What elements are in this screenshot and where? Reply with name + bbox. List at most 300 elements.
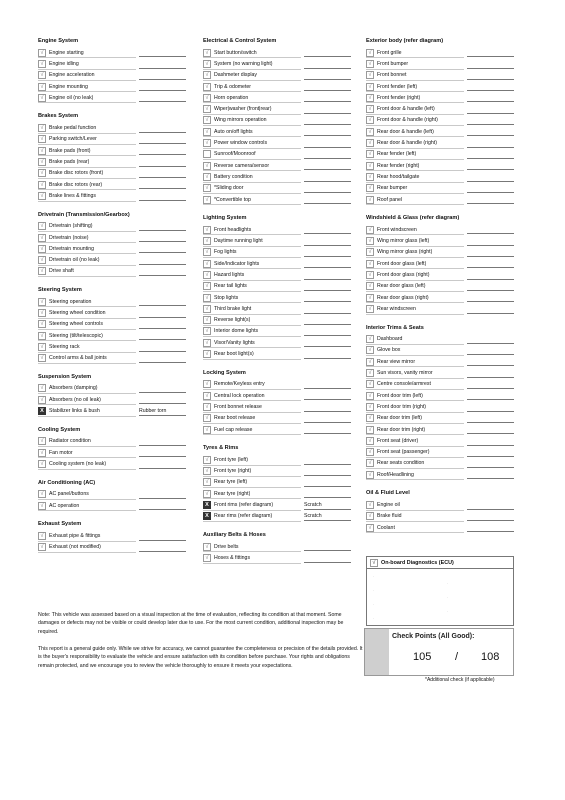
checklist-item: [203, 149, 351, 160]
check-mark-icon: √: [366, 49, 374, 57]
comment-underline: [139, 540, 186, 541]
check-mark-icon: √: [203, 380, 211, 388]
check-mark-icon: √: [366, 524, 374, 532]
section-gap: [38, 103, 186, 111]
item-label: Cooling system (no leak): [49, 460, 107, 467]
item-label: Front door glass (left): [377, 260, 427, 267]
comment-underline: [304, 464, 351, 465]
comment-underline: [304, 79, 351, 80]
item-label: Exhaust pipe & fittings: [49, 532, 101, 539]
comment-underline: [467, 147, 514, 148]
item-comment: Rubber torn: [139, 408, 167, 415]
item-label: Rear door & handle (left): [377, 128, 434, 135]
diagnostics-header: [367, 557, 513, 569]
comment-underline: [304, 313, 351, 314]
check-mark-icon: √: [38, 343, 46, 351]
check-mark-icon: √: [203, 392, 211, 400]
item-label: Brake pads (front): [49, 147, 91, 154]
check-mark-icon: √: [38, 532, 46, 540]
item-label: Front bonnet release: [214, 403, 262, 410]
comment-underline: [304, 562, 351, 563]
checklist-item: [38, 319, 186, 330]
section-gap: [38, 417, 186, 425]
item-label: Rear door glass (right): [377, 294, 429, 301]
comment-underline: [139, 56, 186, 57]
check-mark-icon: √: [203, 196, 211, 204]
dot-icon: ·: [373, 602, 375, 607]
checklist-item: [38, 353, 186, 364]
checklist-item: [366, 356, 514, 367]
item-label: AC operation: [49, 502, 80, 509]
checkpoints-good: 105: [413, 651, 432, 663]
comment-underline: [139, 200, 186, 201]
item-label: System (no warning light): [214, 60, 273, 67]
checklist-item: [38, 436, 186, 447]
check-mark-icon: √: [366, 116, 374, 124]
checklist-item: [203, 511, 351, 522]
check-mark-icon: √: [203, 282, 211, 290]
row-divider: [38, 102, 136, 103]
comment-underline: [467, 256, 514, 257]
check-mark-icon: √: [203, 184, 211, 192]
checkpoints-total: 108: [481, 651, 500, 663]
comment-underline: [467, 158, 514, 159]
diagnostics-panel: [366, 556, 514, 626]
comment-underline: [304, 135, 351, 136]
row-divider: [38, 276, 136, 277]
item-comment: Scratch: [304, 513, 322, 520]
check-mark-icon: √: [38, 83, 46, 91]
check-mark-icon: √: [366, 380, 374, 388]
checklist-item: [38, 341, 186, 352]
item-label: Radiator condition: [49, 438, 91, 445]
check-mark-icon: √: [38, 449, 46, 457]
check-mark-icon: √: [203, 294, 211, 302]
checklist-item: [203, 477, 351, 488]
section-gap: [203, 522, 351, 530]
item-label: Visor/Vanity lights: [214, 339, 255, 346]
item-label: Brake pads (rear): [49, 159, 90, 166]
check-mark-icon: √: [203, 173, 211, 181]
item-label: Engine mounting: [49, 83, 88, 90]
comment-underline: [467, 365, 514, 366]
check-mark-icon: √: [38, 124, 46, 132]
row-divider: [203, 434, 301, 435]
check-mark-icon: [203, 150, 211, 158]
check-mark-icon: √: [203, 327, 211, 335]
item-label: Remote/Keyless entry: [214, 381, 265, 388]
checklist-item: [366, 401, 514, 412]
check-mark-icon: √: [38, 396, 46, 404]
comment-underline: [139, 230, 186, 231]
check-mark-icon: √: [38, 245, 46, 253]
comment-underline: [304, 124, 351, 125]
checklist-item: [38, 190, 186, 201]
item-label: Brake lines & fittings: [49, 192, 96, 199]
comment-underline: [139, 392, 186, 393]
check-mark-icon: √: [366, 392, 374, 400]
comment-underline: [139, 445, 186, 446]
section-title-exhaust-system: Exhaust System: [38, 521, 82, 528]
section-title-lighting-system: Lighting System: [203, 215, 247, 222]
checklist-item: [38, 92, 186, 103]
item-label: Dashmeter display: [214, 72, 257, 79]
checklist-item: [203, 269, 351, 280]
comment-underline: [304, 475, 351, 476]
item-label: Front grille: [377, 49, 402, 56]
checklist-item: [203, 348, 351, 359]
checklist-item: [38, 500, 186, 511]
section-title-electrical-control-system: Electrical & Control System: [203, 38, 277, 44]
item-label: Front tyre (left): [214, 456, 249, 463]
comment-underline: [467, 433, 514, 434]
check-mark-icon: √: [203, 456, 211, 464]
comment-underline: [139, 132, 186, 133]
check-mark-icon: √: [366, 403, 374, 411]
item-label: Rear fender (right): [377, 162, 420, 169]
comment-underline: [304, 147, 351, 148]
checklist-item: [38, 70, 186, 81]
row-divider: [38, 363, 136, 364]
comment-underline: [467, 192, 514, 193]
section-gap: [366, 315, 514, 323]
row-divider: [38, 469, 136, 470]
check-mark-icon: √: [38, 332, 46, 340]
check-mark-icon: √: [203, 226, 211, 234]
checklist-item: [366, 292, 514, 303]
comment-underline: [139, 305, 186, 306]
check-mark-icon: √: [366, 237, 374, 245]
row-divider: [203, 359, 301, 360]
item-label: Drive shaft: [49, 268, 74, 275]
section-gap: [38, 202, 186, 210]
checklist-item: [203, 247, 351, 258]
comment-underline: [467, 509, 514, 510]
checklist-item: [203, 183, 351, 194]
item-label: Rear rims (refer diagram): [214, 513, 273, 520]
item-label: Rear hood/tailgate: [377, 173, 420, 180]
item-label: Drivetrain mounting: [49, 245, 94, 252]
checklist-item: [366, 224, 514, 235]
item-label: Rear door trim (left): [377, 415, 422, 422]
comment-underline: [467, 290, 514, 291]
item-label: Front door glass (right): [377, 271, 430, 278]
item-label: Front door & handle (left): [377, 106, 435, 113]
item-label: Brake pedal function: [49, 125, 97, 132]
item-label: Front bonnet: [377, 72, 407, 79]
check-mark-icon: √: [38, 502, 46, 510]
section-gap: [203, 360, 351, 368]
section-title-drivetrain-transmission-gearbox: Drivetrain (Transmission/Gearbox): [38, 211, 130, 218]
comment-underline: [467, 101, 514, 102]
checklist-item: [203, 552, 351, 563]
checklist-item: [366, 92, 514, 103]
checklist-item: [366, 194, 514, 205]
item-label: Rear door glass (left): [377, 283, 426, 290]
checklist-item: [366, 269, 514, 280]
comment-underline: [467, 467, 514, 468]
item-label: Wing mirrors operation: [214, 117, 267, 124]
check-mark-icon: √: [38, 158, 46, 166]
checklist-item: [366, 424, 514, 435]
check-mark-icon: √: [203, 271, 211, 279]
checklist-item: [203, 499, 351, 510]
item-label: Brake disc rotors (rear): [49, 181, 103, 188]
section-title-tyres-rims: Tyres & Rims: [203, 445, 239, 452]
item-label: Sun visors, vanity mirror: [377, 370, 433, 377]
checklist-item: [203, 292, 351, 303]
checklist-item: [203, 281, 351, 292]
checklist-item: [38, 307, 186, 318]
section-title-engine-system: Engine System: [38, 38, 79, 44]
comment-underline: [139, 362, 186, 363]
comment-underline: [467, 531, 514, 532]
checklist-item: [38, 179, 186, 190]
check-mark-icon: √: [203, 260, 211, 268]
comment-underline: [304, 233, 351, 234]
checklist-item: [38, 134, 186, 145]
check-mark-icon: √: [366, 369, 374, 377]
comment-underline: [304, 192, 351, 193]
check-mark-icon: √: [38, 192, 46, 200]
check-mark-icon: √: [38, 320, 46, 328]
check-mark-icon: √: [366, 184, 374, 192]
checklist-item: [38, 383, 186, 394]
comment-underline: [467, 79, 514, 80]
item-label: Hoses & fittings: [214, 554, 251, 561]
checklist-item: [38, 156, 186, 167]
item-label: Rear view mirror: [377, 358, 416, 365]
item-label: Front bumper: [377, 60, 409, 67]
item-label: Drivetrain oil (no leak): [49, 257, 100, 264]
item-label: Horn operation: [214, 94, 249, 101]
checklist-item: [203, 137, 351, 148]
item-label: Trip & odometer: [214, 83, 251, 90]
item-label: Stabilizer links & bush: [49, 408, 100, 415]
item-label: Rear seats condition: [377, 460, 425, 467]
section-gap: [203, 435, 351, 443]
comment-underline: [467, 135, 514, 136]
checklist-item: [203, 235, 351, 246]
check-mark-icon: √: [38, 222, 46, 230]
check-mark-icon: √: [203, 426, 211, 434]
section-gap: [38, 470, 186, 478]
check-mark-icon: √: [38, 234, 46, 242]
row-divider: [38, 510, 136, 511]
item-label: Wing mirror glass (right): [377, 249, 433, 256]
comment-underline: [467, 68, 514, 69]
comment-underline: [139, 275, 186, 276]
check-mark-icon: √: [203, 116, 211, 124]
item-label: Rear boot release: [214, 415, 256, 422]
item-label: Front fender (left): [377, 83, 418, 90]
checklist-item: [203, 303, 351, 314]
check-mark-icon: √: [366, 128, 374, 136]
checklist-item: [38, 243, 186, 254]
item-label: AC panel/buttons: [49, 491, 89, 498]
check-mark-icon: √: [203, 49, 211, 57]
check-mark-icon: √: [366, 83, 374, 91]
check-mark-icon: √: [203, 162, 211, 170]
item-label: Rear fender (left): [377, 151, 417, 158]
check-mark-icon: √: [366, 260, 374, 268]
fail-mark-icon: X: [203, 512, 211, 520]
section-title-oil-fluid-level: Oil & Fluid Level: [366, 490, 410, 497]
checklist-item: [366, 137, 514, 148]
dot-icon: ·: [447, 609, 449, 614]
section-title-windshield-glass-refer-diagram: Windshield & Glass (refer diagram): [366, 215, 460, 222]
check-mark-icon: √: [366, 248, 374, 256]
check-mark-icon: √: [203, 105, 211, 113]
comment-underline: [467, 520, 514, 521]
comment-underline: [304, 486, 351, 487]
comment-underline: [304, 399, 351, 400]
checklist-item: [203, 454, 351, 465]
section-gap: [366, 205, 514, 213]
comment-underline: [304, 388, 351, 389]
comment-underline: [139, 241, 186, 242]
comment-underline: [467, 245, 514, 246]
item-comment: Scratch: [304, 502, 322, 509]
item-label: Steering rack: [49, 343, 80, 350]
check-mark-icon: √: [203, 403, 211, 411]
comment-underline: [304, 181, 351, 182]
comment-underline: [467, 399, 514, 400]
check-mark-icon: √: [38, 490, 46, 498]
check-mark-icon: √: [203, 83, 211, 91]
check-mark-icon: √: [203, 71, 211, 79]
checklist-item: [366, 435, 514, 446]
checklist-item: [203, 390, 351, 401]
checklist-item: [366, 149, 514, 160]
check-mark-icon: √: [366, 414, 374, 422]
item-label: Front windscreen: [377, 226, 417, 233]
checklist-item: [203, 92, 351, 103]
comment-underline: [139, 154, 186, 155]
comment-underline: [304, 335, 351, 336]
checklist-item: [38, 489, 186, 500]
item-label: Rear boot light(s): [214, 351, 254, 358]
checklist-column-1: [38, 36, 186, 553]
checklist-item: [38, 394, 186, 405]
check-mark-icon: √: [38, 135, 46, 143]
comment-underline: [467, 478, 514, 479]
checklist-item: [203, 413, 351, 424]
checklist-item: [203, 326, 351, 337]
checklist-item: [38, 168, 186, 179]
comment-underline: [139, 551, 186, 552]
comment-underline: [304, 550, 351, 551]
row-divider: [366, 314, 464, 315]
checklist-item: [366, 183, 514, 194]
check-mark-icon: √: [38, 267, 46, 275]
checklist-item: [203, 171, 351, 182]
check-mark-icon: √: [203, 350, 211, 358]
comment-underline: [467, 124, 514, 125]
checklist-column-3: [366, 36, 514, 533]
check-mark-icon: √: [203, 316, 211, 324]
checklist-item: [38, 232, 186, 243]
checklist-item: [203, 70, 351, 81]
comment-underline: [467, 113, 514, 114]
item-label: Central lock operation: [214, 392, 265, 399]
comment-underline: [139, 90, 186, 91]
comment-underline: [467, 301, 514, 302]
check-mark-icon: √: [203, 94, 211, 102]
checkpoints-accent: [365, 629, 389, 675]
comment-underline: [139, 79, 186, 80]
comment-underline: [467, 456, 514, 457]
section-title-exterior-body-refer-diagram: Exterior body (refer diagram): [366, 38, 444, 44]
checklist-item: [203, 541, 351, 552]
checklist-item: [203, 194, 351, 205]
check-mark-icon: √: [366, 448, 374, 456]
comment-underline: [467, 181, 514, 182]
check-mark-icon: √: [38, 437, 46, 445]
checklist-item: [38, 47, 186, 58]
dot-icon: ·: [373, 574, 375, 579]
check-mark-icon: √: [366, 459, 374, 467]
checklist-item: [38, 447, 186, 458]
comment-underline: [304, 290, 351, 291]
item-label: Rear door trim (right): [377, 426, 426, 433]
check-mark-icon: √: [366, 358, 374, 366]
check-mark-icon: √: [366, 305, 374, 313]
section-gap: [38, 364, 186, 372]
check-mark-icon: √: [203, 248, 211, 256]
row-divider: [38, 201, 136, 202]
item-label: Reverse light(s): [214, 317, 251, 324]
item-label: Absorbers (damping): [49, 385, 98, 392]
checklist-item: [366, 499, 514, 510]
check-mark-icon: √: [366, 226, 374, 234]
comment-underline: [467, 279, 514, 280]
row-divider: [366, 479, 464, 480]
section-title-locking-system: Locking System: [203, 369, 246, 376]
comment-underline: [304, 90, 351, 91]
fail-mark-icon: X: [38, 407, 46, 415]
check-mark-icon: √: [38, 181, 46, 189]
check-mark-icon: √: [38, 354, 46, 362]
comment-underline: [304, 411, 351, 412]
item-label: Absorbers (no oil leak): [49, 396, 101, 403]
check-mark-icon: √: [203, 490, 211, 498]
checklist-item: [203, 379, 351, 390]
check-mark-icon: √: [366, 196, 374, 204]
comment-underline: [139, 143, 186, 144]
comment-underline: [304, 301, 351, 302]
check-mark-icon: √: [203, 305, 211, 313]
additional-check-note: *Additional check (if applicable): [425, 677, 495, 683]
checklist-item: [366, 160, 514, 171]
checklist-item: [366, 379, 514, 390]
checklist-item: [203, 160, 351, 171]
comment-underline: [467, 377, 514, 378]
checklist-item: [366, 70, 514, 81]
fail-mark-icon: X: [203, 501, 211, 509]
item-label: Brake fluid: [377, 513, 402, 520]
check-mark-icon: √: [38, 460, 46, 468]
item-label: Third brake light: [214, 305, 252, 312]
checklist-item: [203, 488, 351, 499]
check-mark-icon: √: [366, 282, 374, 290]
item-label: Reverse camera/sensor: [214, 162, 270, 169]
comment-underline: [139, 403, 186, 404]
disclaimer-note: This report is a general guide only. While we strive for accuracy, we cannot guarantee the completeness or precision of the details provided. It is the buyer's responsibility to evaluate the vehicle and ensure satisfaction with its condition before purchase. Your rights and obligations remain protected, and we encourage you to review the vehicle thoroughly to ensure it meets your expectations.: [38, 646, 363, 669]
item-label: Side/Indicator lights: [214, 260, 260, 267]
comment-underline: [139, 456, 186, 457]
check-mark-icon: √: [366, 71, 374, 79]
